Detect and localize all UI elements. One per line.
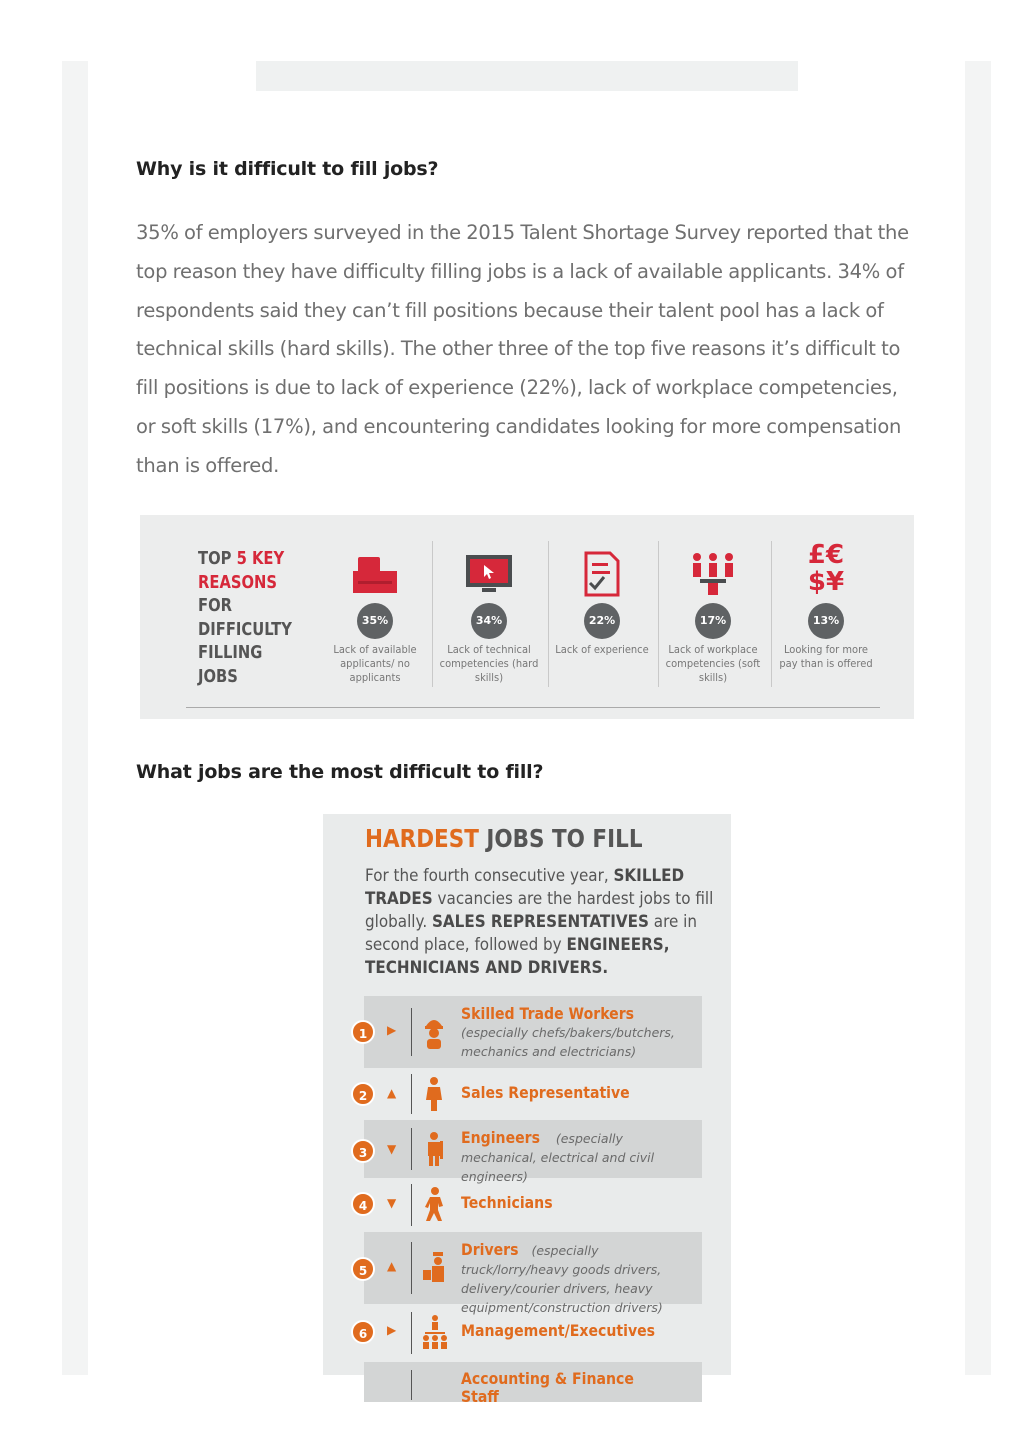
infographic-title: HARDEST JOBS TO FILL (365, 824, 643, 853)
body-paragraph: 35% of employers surveyed in the 2015 Talent Shortage Survey reported that the top reason they have difficulty filling jobs is a lack of available applicants. 34% of respondents said they can’t fill positions because their talent pool has a lack of technical skills (hard skills). The other three of the top five reasons it’s difficult to fill positions is due to lack of experience (22%), lack of workplace competencies, or soft skills (17%), and encountering candidates looking for more compensation than is offered. (136, 221, 909, 477)
printer-icon (320, 541, 430, 597)
reason-item-experience: 22% Lack of experience (547, 541, 657, 657)
job-row-drivers: 5 ▲ Drivers (especially truck/lorry/heavy goods drivers, delivery/courier drivers, heavy equipment/construction drivers) (323, 1232, 731, 1304)
reason-item-technical: 34% Lack of technical competencies (hard skills) (434, 541, 544, 685)
job-row-sales-representative: 2 ▲ Sales Representative (323, 1068, 731, 1120)
job-row-accounting: Accounting & Finance Staff (323, 1362, 731, 1402)
infographic-intro: For the fourth consecutive year, SKILLED TRADES vacancies are the hardest jobs to fill globally. SALES REPRESENTATIVES are in second place, followed by ENGINEERS, TECHNICIANS AND DRIVERS. (365, 866, 714, 977)
job-row-technicians: 4 ▼ Technicians (323, 1178, 731, 1232)
section-heading-why-difficult: Why is it difficult to fill jobs? (136, 158, 439, 180)
monitor-icon (434, 541, 544, 597)
infographic-title: TOP 5 KEY REASONS FOR DIFFICULTY FILLING JOBS (198, 548, 292, 687)
org-chart-icon (421, 1314, 447, 1350)
job-row-management: 6 ▶ Management/Executives (323, 1304, 731, 1362)
driver-icon (421, 1252, 447, 1288)
hardest-jobs-infographic (323, 814, 731, 1406)
reason-item-workplace: 17% Lack of workplace competencies (soft skills) (658, 541, 768, 685)
right-gutter (965, 61, 991, 1375)
job-row-skilled-trades: 1 ▶ Skilled Trade Workers (especially chefs/bakers/butchers, mechanics and electricians) (323, 996, 731, 1068)
top-5-reasons-infographic (140, 515, 914, 719)
divider (186, 707, 880, 708)
document-icon (547, 541, 657, 597)
reason-item-pay: £€ $¥ 13% Looking for more pay than is offered (771, 541, 881, 671)
reason-item-applicants: 35% Lack of available applicants/ no applicants (320, 541, 430, 685)
technician-icon (421, 1186, 447, 1222)
left-gutter (62, 61, 88, 1375)
job-row-engineers: 3 ▼ Engineers (especially mechanical, electrical and civil engineers) (323, 1120, 731, 1178)
engineer-icon (421, 1131, 447, 1167)
hardhat-worker-icon (421, 1014, 447, 1050)
currency-icon: £€ $¥ (807, 540, 845, 597)
top-banner-placeholder (256, 61, 798, 91)
person-icon (421, 1076, 447, 1112)
section-heading-most-difficult: What jobs are the most difficult to fill? (136, 761, 544, 783)
people-icon (658, 541, 768, 597)
